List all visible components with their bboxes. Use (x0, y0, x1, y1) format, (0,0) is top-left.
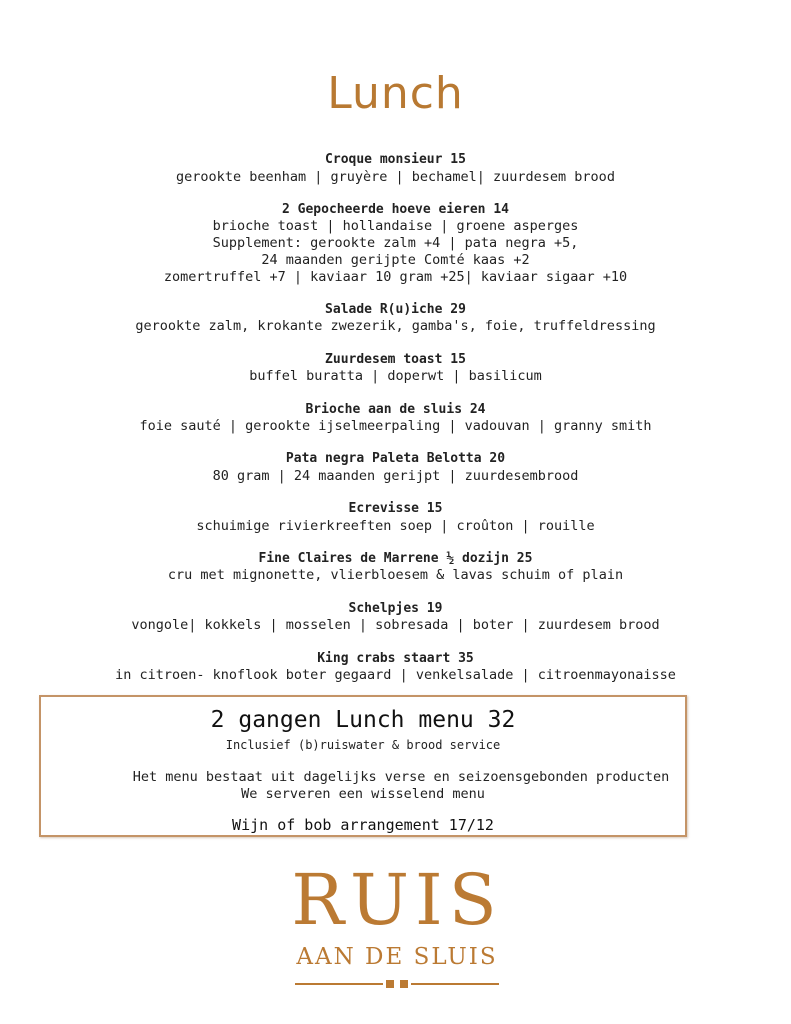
logo-tagline: AAN DE SLUIS (296, 944, 498, 970)
dish-description: schuimige rivierkreeften soep | croûton | rouille (196, 517, 595, 534)
dish-item (0, 451, 791, 484)
dish-name: Zuurdesem toast 15 (325, 351, 466, 367)
dish-list (0, 152, 791, 700)
logo-divider-icon (295, 980, 499, 988)
dish-name: Brioche aan de sluis 24 (305, 401, 486, 417)
dish-item (0, 551, 791, 584)
dish-description: vongole| kokkels | mosselen | sobresada | boter | zuurdesem brood (131, 617, 660, 634)
wine-arrangement: Wijn of bob arrangement 17/12 (232, 816, 494, 834)
dish-item (0, 501, 791, 534)
lunch-menu-subtitle: Inclusief (b)ruiswater & brood service (225, 738, 501, 752)
dish-description: buffel buratta | doperwt | basilicum (249, 368, 542, 385)
dish-description: 80 gram | 24 maanden gerijpt | zuurdesembrood (212, 467, 579, 484)
dish-name: Croque monsieur 15 (325, 152, 466, 167)
dish-description: gerookte beenham | gruyère | bechamel| zuurdesem brood (176, 168, 615, 185)
restaurant-logo (291, 859, 503, 1007)
dish-supplement: 24 maanden gerijpte Comté kaas +2 (261, 251, 530, 268)
dish-name: Schelpjes 19 (348, 600, 443, 616)
dish-item (0, 202, 791, 286)
lunch-menu-box (39, 695, 687, 837)
dish-name: Ecrevisse 15 (348, 501, 443, 517)
dish-description: cru met mignonette, vlierbloesem & lavas schuim of plain (167, 567, 624, 584)
dish-supplement: zomertruffel +7 | kaviaar 10 gram +25| kaviaar sigaar +10 (163, 268, 628, 285)
dish-item (0, 352, 791, 385)
dish-description: foie sauté | gerookte ijselmeerpaling | vadouvan | granny smith (139, 418, 652, 435)
dish-name: Fine Claires de Marrene ½ dozijn 25 (258, 550, 533, 566)
dish-item (0, 402, 791, 435)
dish-name: Salade R(u)iche 29 (325, 301, 466, 317)
dish-name: King crabs staart 35 (317, 650, 474, 666)
dish-item (0, 152, 791, 185)
dish-description: in citroen- knoflook boter gegaard | venkelsalade | citroenmayonaisse (115, 667, 676, 684)
dish-supplement: Supplement: gerookte zalm +4 | pata negra +5, (212, 235, 579, 252)
dish-description: brioche toast | hollandaise | groene asperges (212, 218, 579, 235)
lunch-menu-note: Het menu bestaat uit dagelijks verse en seizoensgebonden producten (132, 769, 670, 785)
dish-item (0, 651, 791, 684)
lunch-menu-note: We serveren een wisselend menu (241, 786, 485, 802)
page-title: Lunch (327, 68, 464, 119)
dish-name: Pata negra Paleta Belotta 20 (285, 451, 506, 467)
dish-item (0, 302, 791, 335)
logo-wordmark: RUIS (291, 859, 503, 941)
dish-description: gerookte zalm, krokante zwezerik, gamba's, foie, truffeldressing (135, 318, 656, 335)
lunch-menu-title: 2 gangen Lunch menu 32 (210, 707, 516, 733)
dish-name: 2 Gepocheerde hoeve eieren 14 (282, 201, 509, 217)
dish-item (0, 601, 791, 634)
